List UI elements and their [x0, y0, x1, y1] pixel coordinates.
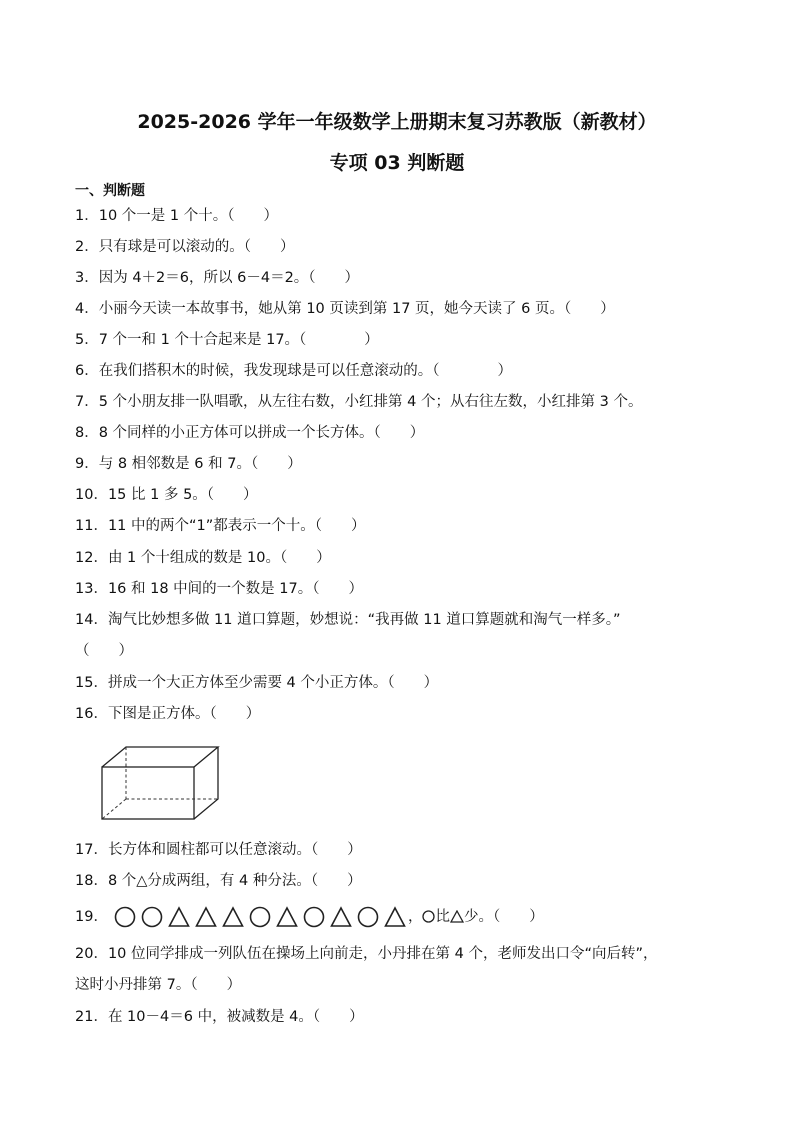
- question-18: 18．8 个△分成两组，有 4 种分法。（ ）: [75, 873, 362, 889]
- triangle-icon: [384, 906, 406, 928]
- question-19-number: 19．: [75, 909, 108, 925]
- question-6: 6．在我们搭积木的时候，我发现球是可以任意滚动的。（ ）: [75, 363, 512, 379]
- question-4: 4．小丽今天读一本故事书，她从第 10 页读到第 17 页，她今天读了 6 页。（ ）: [75, 301, 615, 317]
- circle-icon: [357, 906, 379, 928]
- question-21: 21．在 10－4＝6 中，被减数是 4。（ ）: [75, 1009, 364, 1025]
- question-14-line-2: （ ）: [75, 643, 133, 659]
- triangle-icon: [195, 906, 217, 928]
- question-16: 16．下图是正方体。（ ）: [75, 706, 261, 722]
- question-10: 10．15 比 1 多 5。（ ）: [75, 487, 258, 503]
- question-11: 11．11 中的两个“1”都表示一个十。（ ）: [75, 518, 366, 534]
- question-19-comma: ，: [407, 909, 423, 925]
- question-19-mid: 比: [435, 909, 450, 925]
- question-8: 8．8 个同样的小正方体可以拼成一个长方体。（ ）: [75, 425, 425, 441]
- question-13: 13．16 和 18 中间的一个数是 17。（ ）: [75, 581, 363, 597]
- question-14-line-1: 14．淘气比妙想多做 11 道口算题，妙想说：“我再做 11 道口算题就和淘气一样多。”: [75, 612, 621, 628]
- circle-icon: [141, 906, 163, 928]
- worksheet-title: 2025-2026 学年一年级数学上册期末复习苏教版（新教材）: [137, 111, 657, 133]
- question-15: 15．拼成一个大正方体至少需要 4 个小正方体。（ ）: [75, 675, 439, 691]
- small-circle-icon: [422, 910, 435, 923]
- section-heading: 一、判断题: [75, 183, 145, 199]
- question-19: [75, 906, 544, 928]
- worksheet-subtitle: 专项 03 判断题: [329, 152, 465, 174]
- question-7: 7．5 个小朋友排一队唱歌，从左往右数，小红排第 4 个；从右往左数，小红排第 3 个。: [75, 394, 643, 410]
- cuboid-figure: [100, 745, 225, 823]
- question-3: 3．因为 4＋2＝6，所以 6－4＝2。（ ）: [75, 270, 360, 286]
- question-19-end: 少。（ ）: [463, 909, 544, 925]
- circle-icon: [303, 906, 325, 928]
- circle-icon: [114, 906, 136, 928]
- question-2: 2．只有球是可以滚动的。（ ）: [75, 239, 295, 255]
- question-12: 12．由 1 个十组成的数是 10。（ ）: [75, 550, 331, 566]
- circle-icon: [249, 906, 271, 928]
- triangle-icon: [330, 906, 352, 928]
- small-triangle-icon: [450, 910, 464, 923]
- question-20-line-2: 这时小丹排第 7。（ ）: [75, 977, 242, 993]
- question-17: 17．长方体和圆柱都可以任意滚动。（ ）: [75, 842, 362, 858]
- triangle-icon: [276, 906, 298, 928]
- question-9: 9．与 8 相邻数是 6 和 7。（ ）: [75, 456, 302, 472]
- question-1: 1．10 个一是 1 个十。（ ）: [75, 208, 278, 224]
- triangle-icon: [168, 906, 190, 928]
- triangle-icon: [222, 906, 244, 928]
- question-5: 5．7 个一和 1 个十合起来是 17。（ ）: [75, 332, 379, 348]
- shape-sequence: [114, 906, 406, 928]
- question-20-line-1: 20．10 位同学排成一列队伍在操场上向前走，小丹排在第 4 个，老师发出口令“向后转”，: [75, 946, 658, 962]
